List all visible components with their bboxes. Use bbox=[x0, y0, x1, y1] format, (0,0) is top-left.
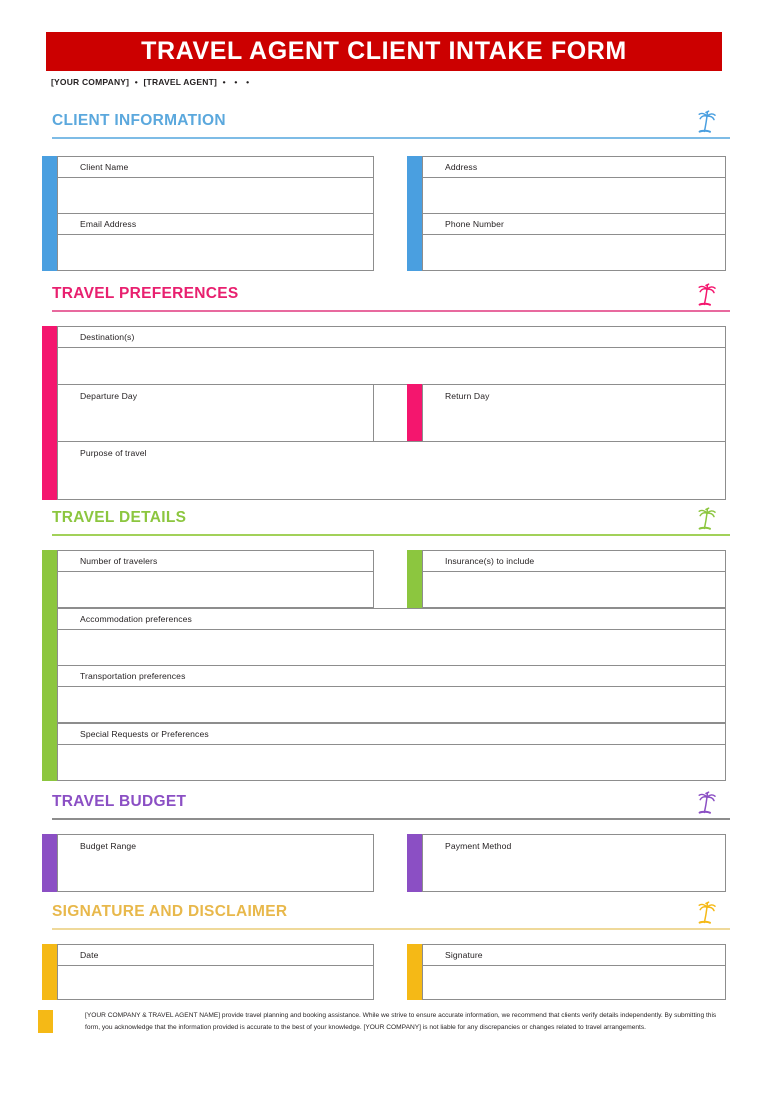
field-box bbox=[422, 384, 726, 442]
field-label-row bbox=[423, 945, 725, 966]
field-accent-bar bbox=[42, 213, 57, 271]
field-label: Address bbox=[445, 162, 478, 172]
form-field bbox=[42, 944, 374, 1000]
disclaimer-accent-bar bbox=[38, 1010, 53, 1033]
field-input[interactable] bbox=[423, 572, 725, 607]
palm-tree-icon bbox=[694, 789, 720, 817]
field-label: Insurance(s) to include bbox=[445, 556, 535, 566]
section-divider-client-information bbox=[52, 137, 730, 139]
field-box bbox=[57, 834, 374, 892]
field-label: Date bbox=[80, 950, 99, 960]
form-field bbox=[42, 723, 726, 781]
palm-tree-icon bbox=[694, 505, 720, 533]
subtitle-agent: [TRAVEL AGENT] bbox=[143, 77, 217, 87]
field-accent-bar bbox=[42, 834, 57, 892]
section-header-travel-budget bbox=[38, 793, 730, 823]
section-header-travel-preferences bbox=[38, 285, 730, 315]
section-title-travel-details: TRAVEL DETAILS bbox=[52, 509, 187, 526]
field-accent-bar bbox=[407, 834, 422, 892]
field-box bbox=[57, 608, 726, 666]
subtitle-extra-bullet-1: • bbox=[234, 77, 238, 87]
field-input[interactable] bbox=[58, 406, 373, 441]
form-field bbox=[407, 944, 726, 1000]
field-box bbox=[57, 550, 374, 608]
section-travel-details bbox=[38, 509, 730, 739]
field-label-row bbox=[58, 835, 373, 856]
field-label-row bbox=[423, 551, 725, 572]
field-accent-bar bbox=[42, 156, 57, 214]
field-label: Email Address bbox=[80, 219, 137, 229]
form-field bbox=[407, 384, 726, 442]
field-label: Number of travelers bbox=[80, 556, 158, 566]
field-accent-bar bbox=[42, 665, 57, 723]
palm-tree-icon bbox=[694, 108, 720, 136]
palm-tree-icon bbox=[694, 281, 720, 309]
field-input[interactable] bbox=[58, 687, 725, 722]
field-input[interactable] bbox=[423, 856, 725, 891]
field-accent-bar bbox=[42, 723, 57, 781]
field-accent-bar bbox=[407, 550, 422, 608]
section-divider-travel-details bbox=[52, 534, 730, 536]
palm-tree-icon bbox=[694, 899, 720, 927]
field-label-row bbox=[58, 157, 373, 178]
section-client-information bbox=[38, 112, 730, 229]
form-field bbox=[42, 326, 726, 385]
field-box bbox=[57, 944, 374, 1000]
field-label: Transportation preferences bbox=[80, 671, 186, 681]
field-input[interactable] bbox=[58, 463, 725, 499]
field-box bbox=[422, 213, 726, 271]
field-input[interactable] bbox=[58, 630, 725, 665]
field-input[interactable] bbox=[58, 745, 725, 780]
field-label-row bbox=[423, 157, 725, 178]
field-box bbox=[422, 944, 726, 1000]
field-accent-bar bbox=[407, 384, 422, 442]
field-label-row bbox=[58, 609, 725, 630]
subtitle-separator-2: • bbox=[222, 77, 226, 87]
form-field bbox=[42, 156, 374, 214]
field-label: Signature bbox=[445, 950, 483, 960]
field-label: Special Requests or Preferences bbox=[80, 729, 209, 739]
form-field bbox=[407, 834, 726, 892]
field-box bbox=[57, 213, 374, 271]
section-title-signature-and-disclaimer: SIGNATURE AND DISCLAIMER bbox=[52, 903, 288, 920]
field-label-row bbox=[58, 945, 373, 966]
section-title-travel-budget: TRAVEL BUDGET bbox=[52, 793, 187, 810]
form-field bbox=[42, 608, 726, 666]
section-divider-travel-preferences bbox=[52, 310, 730, 312]
page-title: TRAVEL AGENT CLIENT INTAKE FORM bbox=[141, 37, 627, 65]
form-field bbox=[42, 213, 374, 271]
field-accent-bar bbox=[42, 608, 57, 666]
field-input[interactable] bbox=[58, 966, 373, 999]
section-divider-travel-budget bbox=[52, 818, 730, 820]
field-input[interactable] bbox=[58, 348, 725, 384]
field-accent-bar bbox=[42, 944, 57, 1000]
field-label-row bbox=[58, 327, 725, 348]
disclaimer-block bbox=[38, 1010, 730, 1033]
field-accent-bar bbox=[42, 550, 57, 608]
form-title-banner bbox=[46, 32, 722, 71]
field-label-row bbox=[58, 442, 725, 463]
subtitle-extra-bullet-2: • bbox=[246, 77, 250, 87]
section-signature-and-disclaimer bbox=[38, 903, 730, 960]
field-box bbox=[57, 441, 726, 500]
form-field bbox=[407, 213, 726, 271]
field-input[interactable] bbox=[58, 572, 373, 607]
disclaimer-text: [YOUR COMPANY & TRAVEL AGENT NAME] provide travel planning and booking assistance. While we strive to ensure accurate information, we recommend that clients verify details independently. By submitting this form, you acknowledge that the information provided is accurate to the best of your knowledge. [YOUR COMPANY] is not liable for any discrepancies or changes related to travel arrangements. bbox=[85, 1012, 717, 1031]
form-field bbox=[42, 441, 726, 500]
form-field bbox=[42, 834, 374, 892]
form-field bbox=[42, 550, 374, 608]
field-accent-bar bbox=[407, 213, 422, 271]
section-header-signature-and-disclaimer bbox=[38, 903, 730, 933]
form-field bbox=[42, 384, 374, 442]
field-input[interactable] bbox=[58, 235, 373, 270]
field-label: Purpose of travel bbox=[80, 447, 147, 458]
field-accent-bar bbox=[42, 441, 57, 500]
field-label: Payment Method bbox=[445, 840, 512, 851]
field-label: Departure Day bbox=[80, 390, 138, 401]
field-box bbox=[422, 834, 726, 892]
field-label-row bbox=[423, 835, 725, 856]
field-box bbox=[57, 156, 374, 214]
section-travel-preferences bbox=[38, 285, 730, 458]
section-header-client-information bbox=[38, 112, 730, 142]
field-input[interactable] bbox=[423, 406, 725, 441]
form-field bbox=[407, 550, 726, 608]
field-input[interactable] bbox=[423, 235, 725, 270]
section-divider-signature-and-disclaimer bbox=[52, 928, 730, 930]
field-box bbox=[57, 723, 726, 781]
form-field bbox=[407, 156, 726, 214]
section-header-travel-details bbox=[38, 509, 730, 539]
field-label-row bbox=[58, 385, 373, 406]
field-label-row bbox=[423, 214, 725, 235]
field-label: Budget Range bbox=[80, 840, 137, 851]
field-accent-bar bbox=[42, 326, 57, 385]
field-label: Client Name bbox=[80, 162, 129, 172]
field-label: Destination(s) bbox=[80, 332, 135, 342]
section-title-travel-preferences: TRAVEL PREFERENCES bbox=[52, 285, 239, 302]
field-label: Accommodation preferences bbox=[80, 614, 192, 624]
field-accent-bar bbox=[407, 944, 422, 1000]
field-accent-bar bbox=[42, 384, 57, 442]
subtitle-line bbox=[51, 77, 252, 87]
field-input[interactable] bbox=[423, 178, 725, 213]
field-accent-bar bbox=[407, 156, 422, 214]
field-box bbox=[57, 665, 726, 723]
field-box bbox=[422, 550, 726, 608]
subtitle-company: [YOUR COMPANY] bbox=[51, 77, 130, 87]
field-label: Return Day bbox=[445, 390, 490, 401]
field-label-row bbox=[58, 551, 373, 572]
subtitle-separator-1: • bbox=[134, 77, 138, 87]
field-box bbox=[57, 384, 374, 442]
section-title-client-information: CLIENT INFORMATION bbox=[52, 112, 226, 129]
field-box bbox=[57, 326, 726, 385]
field-label-row bbox=[58, 214, 373, 235]
section-travel-budget bbox=[38, 793, 730, 851]
form-field bbox=[42, 665, 726, 723]
field-label-row bbox=[58, 724, 725, 745]
field-input[interactable] bbox=[58, 856, 373, 891]
field-label-row bbox=[423, 385, 725, 406]
field-label-row bbox=[58, 666, 725, 687]
field-input[interactable] bbox=[58, 178, 373, 213]
field-input[interactable] bbox=[423, 966, 725, 999]
field-label: Phone Number bbox=[445, 219, 505, 229]
field-box bbox=[422, 156, 726, 214]
